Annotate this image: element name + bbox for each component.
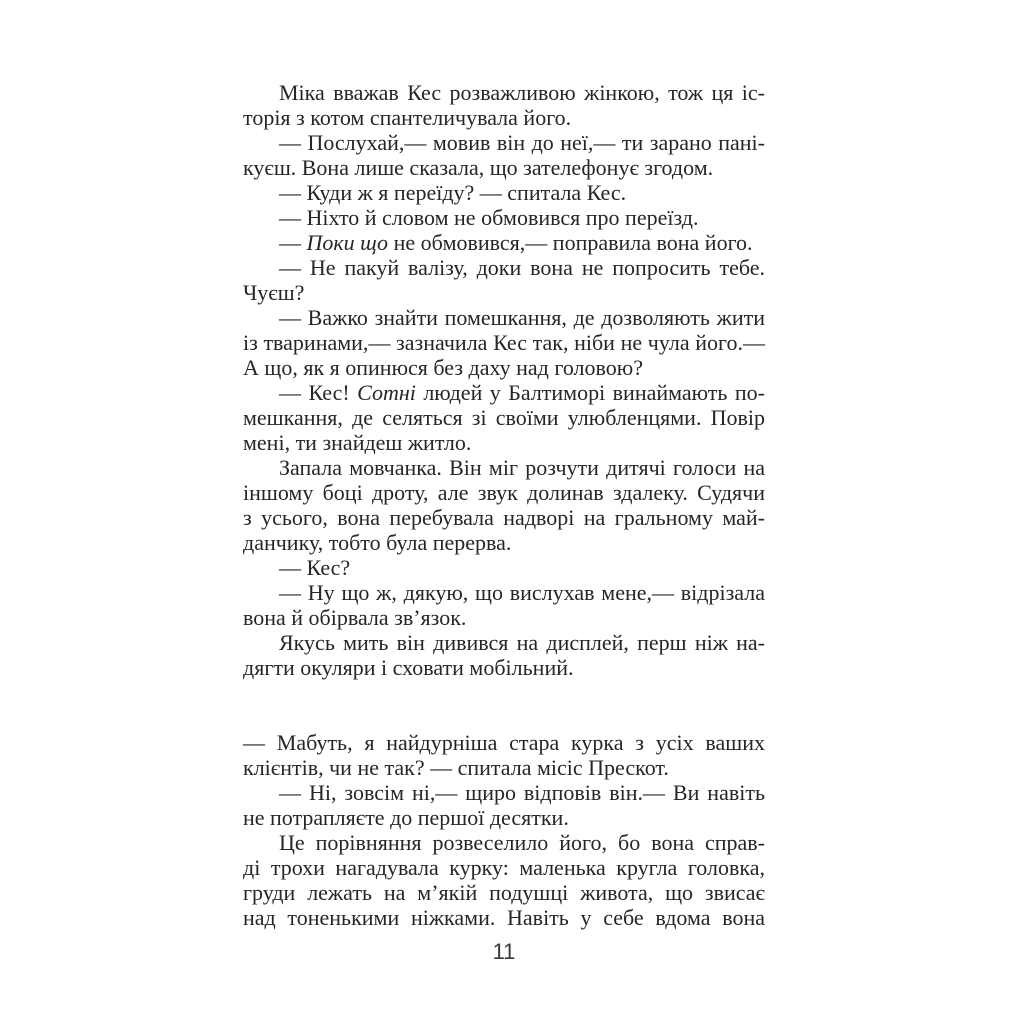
text-line [243, 780, 765, 805]
text-line [243, 380, 765, 405]
text-segment: мешкання, де селяться зі своїми улюбленцями. Повір [243, 405, 765, 430]
text-line [243, 555, 765, 580]
text-segment: — [279, 230, 307, 255]
text-section [243, 730, 765, 930]
text-segment: куєш. Вона лише сказала, що зателефонує згодом. [243, 155, 714, 180]
text-line [243, 180, 765, 205]
text-segment: — Куди ж я переїду? — спитала Кес. [279, 180, 627, 205]
text-segment: — Кес! [279, 380, 358, 405]
page-text [243, 80, 765, 930]
text-segment: — Ніхто й словом не обмовився про переїзд. [279, 205, 699, 230]
text-line [243, 430, 765, 455]
text-segment: торія з котом спантеличувала його. [243, 105, 572, 130]
text-segment: — Кес? [279, 555, 351, 580]
italic-text: Поки що [306, 230, 389, 255]
text-segment: А що, як я опинюся без даху над головою? [243, 355, 643, 380]
text-segment: над тоненькими ніжками. Навіть у себе вдома вона [243, 905, 765, 930]
text-line [243, 855, 765, 880]
text-line [243, 455, 765, 480]
text-segment: клієнтів, чи не так? — спитала місіс Прескот. [243, 755, 669, 780]
page-number: 11 [492, 939, 516, 964]
text-line [243, 805, 765, 830]
text-line [243, 530, 765, 555]
text-line [243, 755, 765, 780]
text-segment: людей у Балтиморі винаймають по- [415, 380, 765, 405]
text-segment: із тваринами,— зазначила Кес так, ніби не чула його.— [243, 330, 765, 355]
text-line [243, 580, 765, 605]
text-line [243, 880, 765, 905]
text-line [243, 505, 765, 530]
text-segment: Міка вважав Кес розважливою жінкою, тож ця іс- [279, 80, 765, 105]
text-segment: дягти окуляри і сховати мобільний. [243, 655, 574, 680]
text-line [243, 305, 765, 330]
text-segment: — Послухай,— мовив він до неї,— ти зарано пані- [279, 130, 765, 155]
text-segment: груди лежать на м’якій подушці живота, що звисає [243, 880, 765, 905]
text-line [243, 830, 765, 855]
text-segment: ді трохи нагадувала курку: маленька кругла головка, [243, 855, 765, 880]
text-segment: Запала мовчанка. Він міг розчути дитячі голоси на [279, 455, 765, 480]
italic-text: Сотні [357, 380, 416, 405]
text-segment: Якусь мить він дивився на дисплей, перш ніж на- [279, 630, 765, 655]
text-line [243, 130, 765, 155]
text-line [243, 80, 765, 105]
text-line [243, 655, 765, 680]
text-segment: данчику, тобто була перерва. [243, 530, 512, 555]
text-line [243, 480, 765, 505]
text-line [243, 905, 765, 930]
text-segment: не обмовився,— поправила вона його. [388, 230, 753, 255]
text-line [243, 330, 765, 355]
text-segment: не потрапляєте до першої десятки. [243, 805, 569, 830]
text-segment: — Ні, зовсім ні,— щиро відповів він.— Ви навіть [279, 780, 765, 805]
text-segment: — Не пакуй валізу, доки вона не попросить тебе. [279, 255, 765, 280]
text-segment: — Ну що ж, дякую, що вислухав мене,— відрізала [279, 580, 765, 605]
text-segment: Чуєш? [243, 280, 305, 305]
text-line [243, 105, 765, 130]
text-line [243, 405, 765, 430]
text-section [243, 80, 765, 680]
text-line [243, 730, 765, 755]
text-line [243, 280, 765, 305]
text-line [243, 630, 765, 655]
text-segment: мені, ти знайдеш житло. [243, 430, 472, 455]
text-line [243, 205, 765, 230]
text-line [243, 255, 765, 280]
text-segment: — Важко знайти помешкання, де дозволяють жити [279, 305, 765, 330]
text-segment: з усього, вона перебувала надворі на гральному май- [243, 505, 765, 530]
text-segment: вона й обірвала зв’язок. [243, 605, 467, 630]
text-line [243, 605, 765, 630]
text-segment: іншому боці дроту, але звук долинав здалеку. Судячи [243, 480, 765, 505]
text-line [243, 155, 765, 180]
text-segment: — Мабуть, я найдурніша стара курка з усіх ваших [243, 730, 765, 755]
text-line [243, 355, 765, 380]
text-line [243, 230, 765, 255]
text-segment: Це порівняння розвеселило його, бо вона справ- [279, 830, 765, 855]
